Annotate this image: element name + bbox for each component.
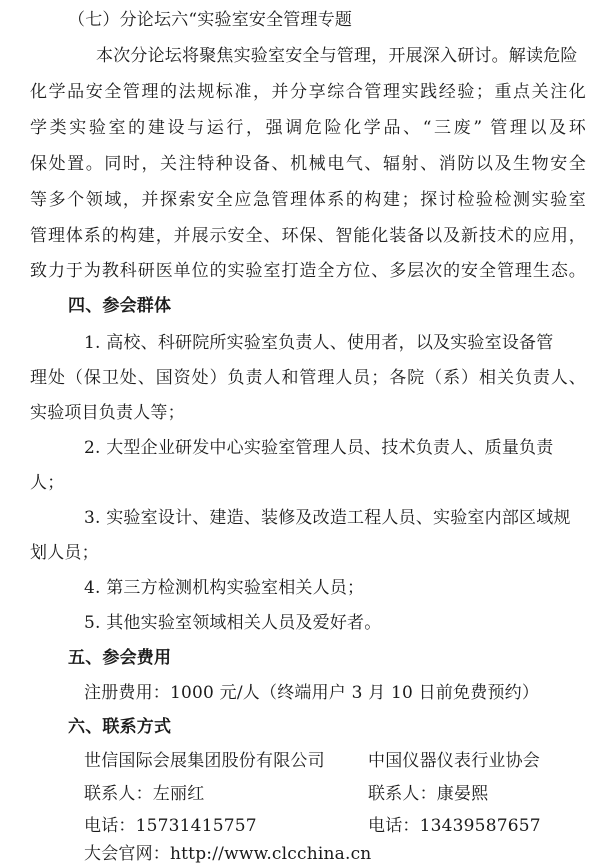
organizer-1-name: 世信国际会展集团股份有限公司 [84, 751, 325, 771]
section4-item5: 5. 其他实验室领域相关人员及爱好者。 [84, 613, 382, 633]
organizer-1-phone: 电话：15731415757 [84, 816, 257, 836]
section4-item1-line2: 理处（保卫处、国资处）负责人和管理人员；各院（系）相关负责人、 [30, 368, 586, 388]
section5-heading: 五、参会费用 [68, 648, 172, 668]
section7-paragraph-line-5: 等多个领域，并探索安全应急管理体系的构建；探讨检验检测实验室 [30, 190, 586, 210]
section4-item2-line1: 2. 大型企业研发中心实验室管理人员、技术负责人、质量负责 [84, 438, 554, 458]
section6-heading: 六、联系方式 [68, 717, 172, 737]
organizer-2-name: 中国仪器仪表行业协会 [368, 751, 540, 771]
section7-paragraph-line-7: 致力于为教科研医单位的实验室打造全方位、多层次的安全管理生态。 [30, 261, 586, 281]
section7-paragraph-line-3: 学类实验室的建设与运行，强调危险化学品、“三废” 管理以及环 [30, 118, 586, 138]
section4-item1-line3: 实验项目负责人等； [30, 403, 185, 423]
organizer-2-contact: 联系人：康晏熙 [368, 784, 489, 804]
registration-fee: 注册费用：1000 元/人（终端用户 3 月 10 日前免费预约） [84, 683, 540, 703]
section4-heading: 四、参会群体 [68, 296, 172, 316]
section7-title: （七）分论坛六“实验室安全管理专题 [68, 10, 353, 30]
section7-paragraph-line-2: 化学品安全管理的法规标准，并分享综合管理实践经验；重点关注化 [30, 82, 586, 102]
organizer-1-contact: 联系人：左丽红 [84, 784, 205, 804]
section4-item4: 4. 第三方检测机构实验室相关人员； [84, 578, 365, 598]
section4-item1-line1: 1. 高校、科研院所实验室负责人、使用者，以及实验室设备管 [84, 333, 554, 353]
conference-website[interactable]: 大会官网：http://www.clcchina.cn [84, 844, 372, 864]
section7-paragraph-line-6: 管理体系的构建，并展示安全、环保、智能化装备以及新技术的应用， [30, 226, 586, 246]
section7-paragraph-line-4: 保处置。同时，关注特种设备、机械电气、辐射、消防以及生物安全 [30, 154, 586, 174]
section7-paragraph-line-1: 本次分论坛将聚焦实验室安全与管理，开展深入研讨。解读危险 [96, 46, 578, 66]
section4-item2-line2: 人； [30, 473, 65, 493]
section4-item3-line2: 划人员； [30, 543, 99, 563]
section4-item3-line1: 3. 实验室设计、建造、装修及改造工程人员、实验室内部区域规 [84, 508, 571, 528]
organizer-2-phone: 电话：13439587657 [368, 816, 541, 836]
